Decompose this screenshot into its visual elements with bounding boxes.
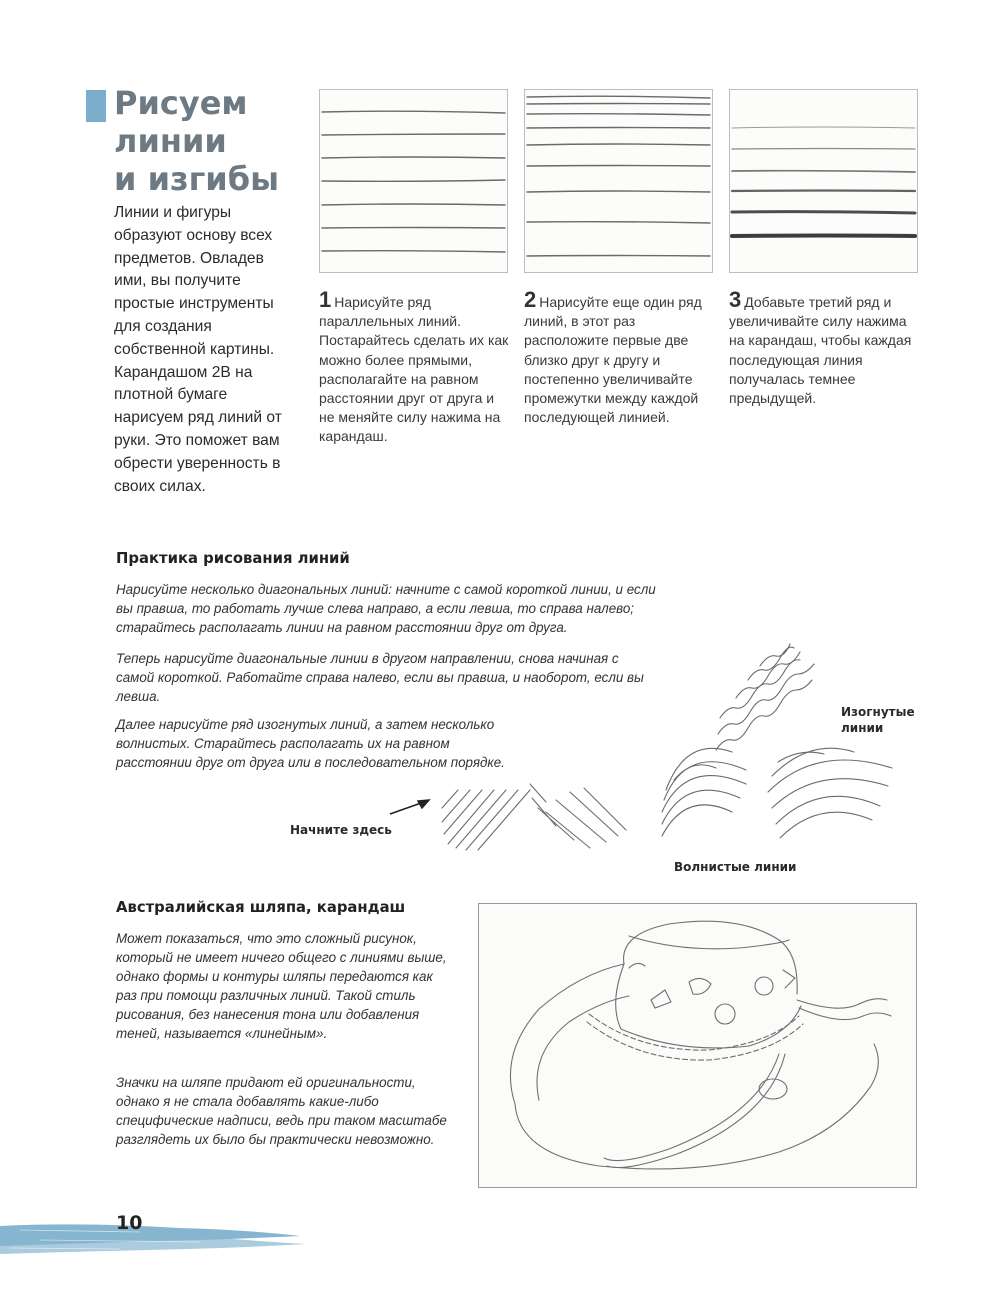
- page-number: 10: [116, 1212, 143, 1234]
- title-accent-square: [86, 90, 106, 122]
- step-1-number: 1: [319, 287, 332, 312]
- arrow-icon: [390, 800, 429, 814]
- step-1-text: Нарисуйте ряд параллельных линий. Постарайтесь сделать их как можно более прямыми, располагайте на равном расстоянии друг от друга и не меняйте силу нажима на карандаш.: [319, 294, 509, 445]
- caption-curved-lines: Изогнутые линии: [841, 705, 915, 735]
- curved-lines-right: [768, 748, 892, 838]
- hat-heading: Австралийская шляпа, карандаш: [116, 899, 406, 916]
- hat-paragraph-2: Значки на шляпе придают ей оригинальности, однако я не стала добавлять какие-либо специфические надписи, ведь при таком масштабе разглядеть их было бы практически невозможно.: [116, 1075, 447, 1147]
- practice-heading: Практика рисования линий: [116, 550, 350, 567]
- hat-paragraph-1: Может показаться, что это сложный рисунок, который не имеет ничего общего с линиями выше, однако формы и контуры шляпы передаются как раз при помощи различных линий. Такой стиль рисования, без нанесения тона или добавления теней, называется «линейным».: [116, 931, 447, 1041]
- step-3: [729, 287, 919, 408]
- step-1: [319, 287, 509, 447]
- practice-paragraph-2: Теперь нарисуйте диагональные линии в другом направлении, снова начиная с самой короткой. Работайте справа налево, если вы правша, и наоборот, если вы левша.: [116, 651, 644, 704]
- curved-lines-left: [662, 748, 746, 836]
- step-3-text: Добавьте третий ряд и увеличивайте силу нажима на карандаш, чтобы каждая последующая линия получалась темнее предыдущей.: [729, 294, 912, 407]
- step-2-text: Нарисуйте еще один ряд линий, в этот раз расположите первые две близко друг к другу и постепенно увеличивайте промежутки между каждой последующей линией.: [524, 294, 702, 426]
- title-line-1: Рисуем: [114, 84, 248, 122]
- caption-start-here: Начните здесь: [290, 823, 392, 837]
- page-title: [114, 84, 314, 198]
- step-2: [524, 287, 714, 427]
- practice-paragraph-1: Нарисуйте несколько диагональных линий: начните с самой короткой линии, и если вы правша, то работать лучше слева направо, а если левша, то справа налево; старайтесь располагать линии на равном расстоянии друг от друга.: [116, 582, 656, 635]
- brush-stroke-decoration: [0, 1216, 310, 1256]
- hat-drawing-frame: [478, 903, 917, 1188]
- title-line-2: линии: [114, 122, 227, 160]
- step-1-illustration: [319, 89, 508, 273]
- diagonal-lines-right: [530, 784, 626, 848]
- step-2-number: 2: [524, 287, 537, 312]
- practice-paragraph-3: Далее нарисуйте ряд изогнутых линий, а затем несколько волнистых. Старайтесь располагать их на равном расстоянии друг от друга или в последовательном порядке.: [116, 717, 505, 770]
- intro-text: Линии и фигуры образуют основу всех предметов. Овладев ими, вы получите простые инструменты для создания собственной картины. Карандашом 2B на плотной бумаге нарисуем ряд линий от руки. Это поможет вам обрести уверенность в своих силах.: [114, 204, 282, 495]
- caption-wavy-lines: Волнистые линии: [674, 860, 797, 874]
- step-3-number: 3: [729, 287, 742, 312]
- practice-drawings: [380, 640, 920, 870]
- step-3-illustration: [729, 89, 918, 273]
- diagonal-lines-left: [442, 790, 530, 850]
- title-line-3: и изгибы: [114, 160, 279, 198]
- step-2-illustration: [524, 89, 713, 273]
- hat-drawing: [479, 904, 916, 1187]
- wavy-lines: [716, 644, 814, 750]
